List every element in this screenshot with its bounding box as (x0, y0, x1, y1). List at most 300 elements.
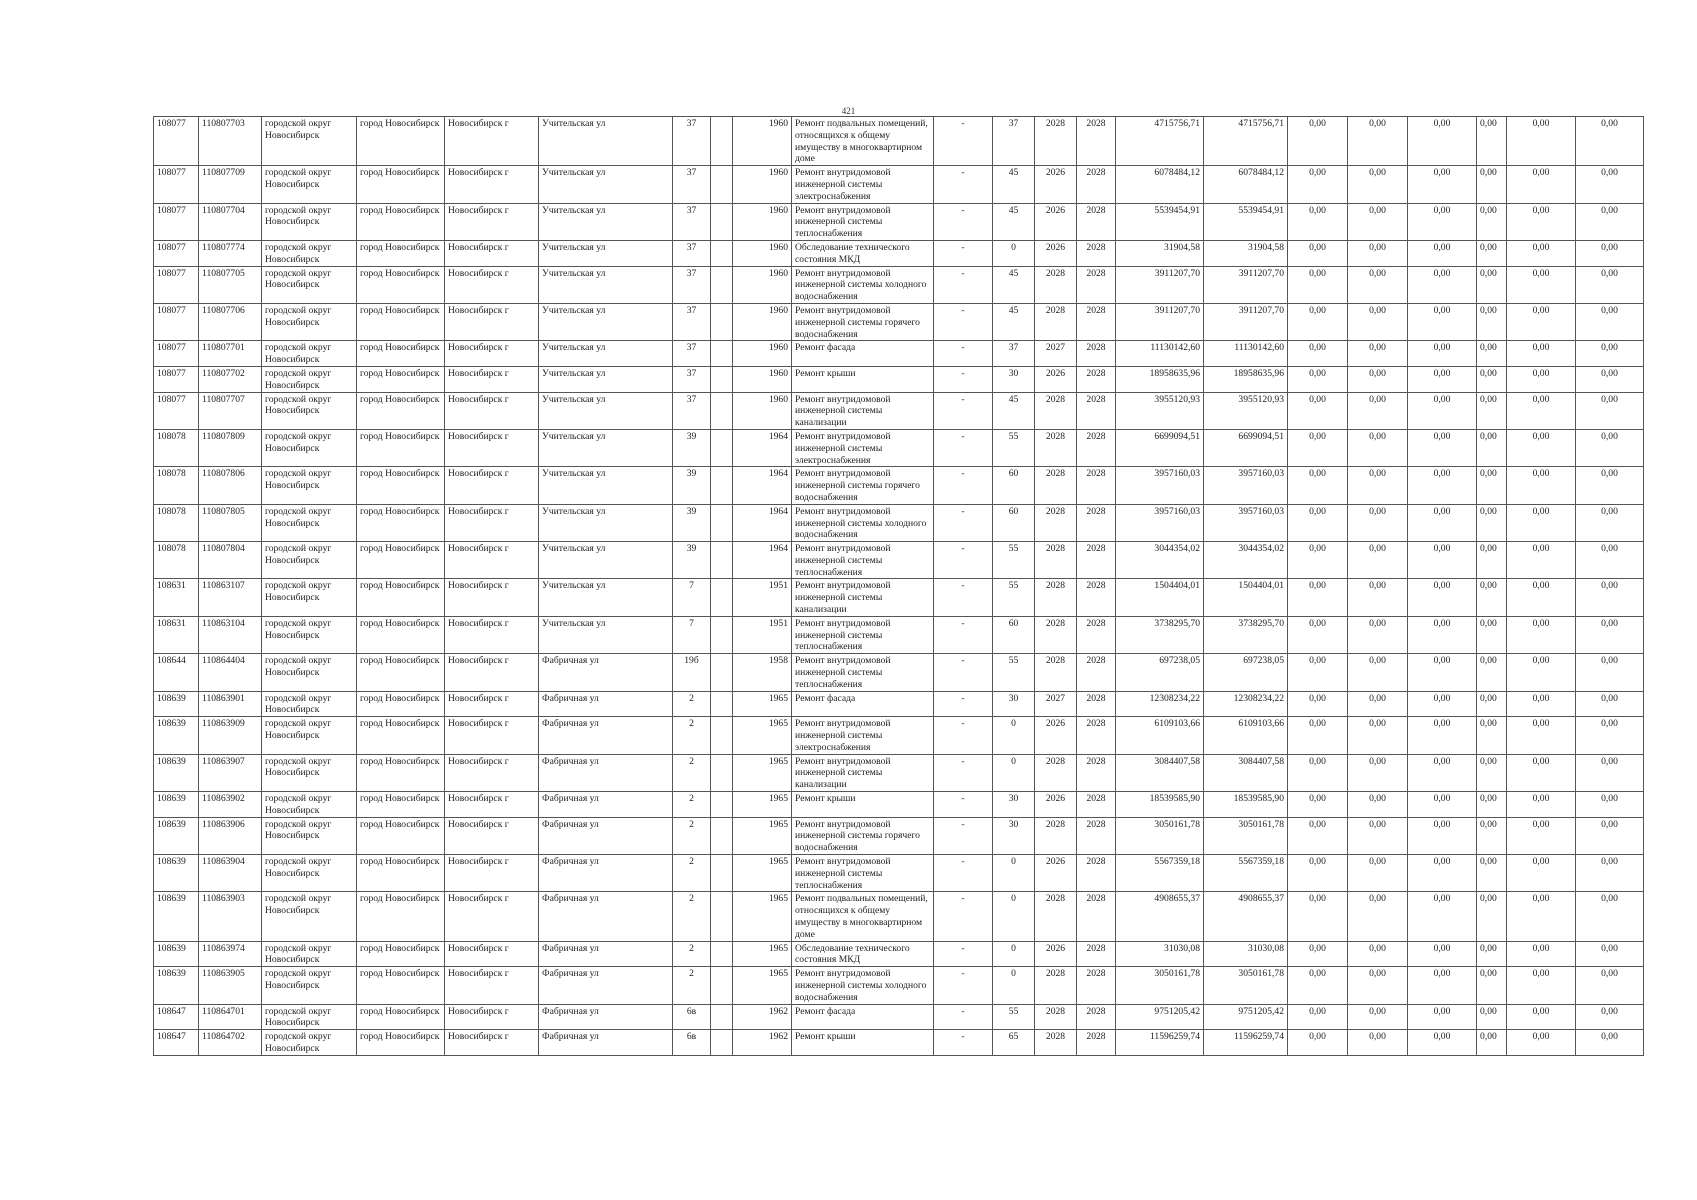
cell-other-share: 0,00 (1477, 392, 1507, 429)
cell-regional-budget-cost: 0,00 (1348, 429, 1408, 466)
cell-other-share: 0,00 (1477, 429, 1507, 466)
cell-locality: Новосибирск г (445, 579, 539, 616)
cell-regional-budget-cost: 0,00 (1348, 754, 1408, 791)
cell-locality: Новосибирск г (445, 691, 539, 717)
cell-regional-fund-cost: 6109103,66 (1204, 717, 1288, 754)
cell-year-built: 1965 (733, 967, 792, 1004)
cell-wear-percent: 0 (993, 855, 1035, 892)
cell-unit: - (934, 654, 993, 691)
cell-house-id: 108639 (154, 792, 199, 818)
cell-house-id: 108631 (154, 579, 199, 616)
cell-building (711, 542, 733, 579)
table-row (154, 941, 1644, 967)
cell-street: Учительская ул (539, 366, 673, 392)
cell-house-id: 108077 (154, 266, 199, 303)
cell-regional-fund-cost: 3084407,58 (1204, 754, 1288, 791)
cell-unit: - (934, 117, 993, 166)
cell-end-year: 2028 (1077, 967, 1116, 1004)
cell-municipal-cost: 0,00 (1408, 392, 1477, 429)
cell-wear-percent: 37 (993, 117, 1035, 166)
cell-regional-budget-cost: 0,00 (1348, 117, 1408, 166)
cell-start-year: 2026 (1035, 240, 1077, 266)
table-row (154, 203, 1644, 240)
cell-street: Учительская ул (539, 579, 673, 616)
cell-street: Учительская ул (539, 616, 673, 653)
cell-unit: - (934, 892, 993, 941)
cell-start-year: 2028 (1035, 303, 1077, 340)
cell-house-id: 108077 (154, 303, 199, 340)
repair-schedule-table (153, 116, 1644, 1056)
table-row (154, 467, 1644, 504)
cell-regional-fund-cost: 5539454,91 (1204, 203, 1288, 240)
cell-other-cost: 0,00 (1576, 967, 1644, 1004)
cell-unit: - (934, 166, 993, 203)
cell-municipal-cost: 0,00 (1408, 341, 1477, 367)
cell-owners-cost: 0,00 (1507, 817, 1576, 854)
cell-other-cost: 0,00 (1576, 717, 1644, 754)
cell-other-cost: 0,00 (1576, 616, 1644, 653)
cell-unit: - (934, 754, 993, 791)
table-row (154, 691, 1644, 717)
cell-street: Учительская ул (539, 117, 673, 166)
cell-wear-percent: 37 (993, 341, 1035, 367)
cell-wear-percent: 30 (993, 792, 1035, 818)
cell-owners-cost: 0,00 (1507, 303, 1576, 340)
cell-other-cost: 0,00 (1576, 166, 1644, 203)
cell-house-number: 39 (673, 504, 711, 541)
cell-wear-percent: 45 (993, 303, 1035, 340)
cell-municipal-cost: 0,00 (1408, 717, 1477, 754)
cell-federal-cost: 0,00 (1288, 717, 1348, 754)
cell-year-built: 1965 (733, 817, 792, 854)
cell-year-built: 1960 (733, 240, 792, 266)
cell-end-year: 2028 (1077, 429, 1116, 466)
cell-owners-cost: 0,00 (1507, 266, 1576, 303)
cell-total-cost: 3050161,78 (1116, 817, 1204, 854)
cell-house-id: 108077 (154, 366, 199, 392)
cell-municipal-cost: 0,00 (1408, 303, 1477, 340)
cell-year-built: 1965 (733, 754, 792, 791)
cell-house-number: 37 (673, 117, 711, 166)
cell-building (711, 266, 733, 303)
cell-work-id: 110863902 (199, 792, 262, 818)
cell-year-built: 1958 (733, 654, 792, 691)
cell-locality: Новосибирск г (445, 392, 539, 429)
cell-unit: - (934, 504, 993, 541)
cell-total-cost: 18539585,90 (1116, 792, 1204, 818)
cell-work-type: Ремонт подвальных помещений, относящихся к общему имуществу в многоквартирном доме (792, 892, 934, 941)
cell-street: Фабричная ул (539, 817, 673, 854)
cell-house-number: 37 (673, 392, 711, 429)
cell-work-type: Ремонт крыши (792, 792, 934, 818)
cell-municipality: город Новосибирск (357, 240, 445, 266)
cell-building (711, 892, 733, 941)
cell-wear-percent: 0 (993, 941, 1035, 967)
cell-locality: Новосибирск г (445, 542, 539, 579)
cell-work-type: Ремонт подвальных помещений, относящихся к общему имуществу в многоквартирном доме (792, 117, 934, 166)
cell-house-id: 108077 (154, 240, 199, 266)
cell-wear-percent: 0 (993, 892, 1035, 941)
cell-street: Фабричная ул (539, 792, 673, 818)
cell-unit: - (934, 941, 993, 967)
cell-total-cost: 1504404,01 (1116, 579, 1204, 616)
cell-unit: - (934, 392, 993, 429)
cell-work-type: Ремонт внутридомовой инженерной системы горячего водоснабжения (792, 303, 934, 340)
cell-regional-fund-cost: 6078484,12 (1204, 166, 1288, 203)
cell-regional-budget-cost: 0,00 (1348, 855, 1408, 892)
cell-wear-percent: 0 (993, 240, 1035, 266)
cell-other-share: 0,00 (1477, 166, 1507, 203)
cell-work-type: Ремонт внутридомовой инженерной системы канализации (792, 754, 934, 791)
cell-federal-cost: 0,00 (1288, 654, 1348, 691)
cell-street: Учительская ул (539, 542, 673, 579)
cell-start-year: 2028 (1035, 616, 1077, 653)
cell-unit: - (934, 579, 993, 616)
cell-municipal-cost: 0,00 (1408, 654, 1477, 691)
cell-other-share: 0,00 (1477, 941, 1507, 967)
cell-other-share: 0,00 (1477, 366, 1507, 392)
cell-wear-percent: 65 (993, 1030, 1035, 1056)
cell-year-built: 1960 (733, 341, 792, 367)
cell-start-year: 2028 (1035, 817, 1077, 854)
cell-total-cost: 11596259,74 (1116, 1030, 1204, 1056)
cell-municipal-cost: 0,00 (1408, 203, 1477, 240)
cell-house-id: 108639 (154, 691, 199, 717)
cell-municipality: город Новосибирск (357, 266, 445, 303)
cell-work-id: 110863903 (199, 892, 262, 941)
cell-federal-cost: 0,00 (1288, 266, 1348, 303)
cell-district: городской округ Новосибирск (262, 117, 357, 166)
cell-work-type: Ремонт внутридомовой инженерной системы теплоснабжения (792, 203, 934, 240)
cell-start-year: 2028 (1035, 1004, 1077, 1030)
cell-end-year: 2028 (1077, 892, 1116, 941)
cell-municipality: город Новосибирск (357, 792, 445, 818)
cell-municipality: город Новосибирск (357, 892, 445, 941)
cell-end-year: 2028 (1077, 504, 1116, 541)
cell-owners-cost: 0,00 (1507, 1004, 1576, 1030)
cell-municipality: город Новосибирск (357, 1030, 445, 1056)
cell-regional-fund-cost: 3957160,03 (1204, 467, 1288, 504)
cell-other-cost: 0,00 (1576, 117, 1644, 166)
cell-regional-fund-cost: 3957160,03 (1204, 504, 1288, 541)
cell-regional-fund-cost: 11596259,74 (1204, 1030, 1288, 1056)
cell-end-year: 2028 (1077, 467, 1116, 504)
cell-unit: - (934, 792, 993, 818)
cell-work-type: Ремонт крыши (792, 1030, 934, 1056)
cell-start-year: 2026 (1035, 366, 1077, 392)
cell-other-share: 0,00 (1477, 203, 1507, 240)
cell-street: Фабричная ул (539, 941, 673, 967)
cell-wear-percent: 30 (993, 366, 1035, 392)
table-row (154, 892, 1644, 941)
cell-owners-cost: 0,00 (1507, 967, 1576, 1004)
cell-other-cost: 0,00 (1576, 504, 1644, 541)
cell-year-built: 1960 (733, 392, 792, 429)
cell-federal-cost: 0,00 (1288, 967, 1348, 1004)
cell-end-year: 2028 (1077, 1004, 1116, 1030)
cell-federal-cost: 0,00 (1288, 892, 1348, 941)
cell-other-cost: 0,00 (1576, 817, 1644, 854)
cell-building (711, 392, 733, 429)
cell-start-year: 2026 (1035, 166, 1077, 203)
cell-end-year: 2028 (1077, 240, 1116, 266)
cell-other-share: 0,00 (1477, 504, 1507, 541)
cell-work-type: Ремонт внутридомовой инженерной системы канализации (792, 392, 934, 429)
cell-total-cost: 3084407,58 (1116, 754, 1204, 791)
cell-locality: Новосибирск г (445, 366, 539, 392)
cell-locality: Новосибирск г (445, 792, 539, 818)
cell-locality: Новосибирск г (445, 616, 539, 653)
cell-regional-budget-cost: 0,00 (1348, 579, 1408, 616)
cell-other-cost: 0,00 (1576, 892, 1644, 941)
cell-other-cost: 0,00 (1576, 429, 1644, 466)
cell-work-type: Обследование технического состояния МКД (792, 941, 934, 967)
cell-total-cost: 6078484,12 (1116, 166, 1204, 203)
cell-end-year: 2028 (1077, 817, 1116, 854)
cell-municipality: город Новосибирск (357, 691, 445, 717)
cell-regional-budget-cost: 0,00 (1348, 967, 1408, 1004)
cell-locality: Новосибирск г (445, 504, 539, 541)
cell-owners-cost: 0,00 (1507, 691, 1576, 717)
cell-year-built: 1960 (733, 366, 792, 392)
cell-locality: Новосибирск г (445, 467, 539, 504)
cell-district: городской округ Новосибирск (262, 341, 357, 367)
cell-district: городской округ Новосибирск (262, 654, 357, 691)
cell-work-type: Ремонт фасада (792, 341, 934, 367)
cell-locality: Новосибирск г (445, 240, 539, 266)
cell-owners-cost: 0,00 (1507, 429, 1576, 466)
cell-regional-fund-cost: 3911207,70 (1204, 303, 1288, 340)
cell-locality: Новосибирск г (445, 654, 539, 691)
cell-municipal-cost: 0,00 (1408, 366, 1477, 392)
cell-regional-budget-cost: 0,00 (1348, 504, 1408, 541)
table-row (154, 817, 1644, 854)
cell-municipal-cost: 0,00 (1408, 240, 1477, 266)
cell-house-id: 108639 (154, 967, 199, 1004)
cell-municipal-cost: 0,00 (1408, 429, 1477, 466)
cell-municipality: город Новосибирск (357, 166, 445, 203)
page-number: 421 (841, 106, 856, 116)
cell-federal-cost: 0,00 (1288, 1030, 1348, 1056)
cell-house-id: 108078 (154, 467, 199, 504)
cell-wear-percent: 0 (993, 717, 1035, 754)
cell-house-number: 19б (673, 654, 711, 691)
cell-work-type: Ремонт внутридомовой инженерной системы холодного водоснабжения (792, 967, 934, 1004)
table-row (154, 1004, 1644, 1030)
cell-municipality: город Новосибирск (357, 654, 445, 691)
cell-owners-cost: 0,00 (1507, 792, 1576, 818)
cell-end-year: 2028 (1077, 117, 1116, 166)
cell-owners-cost: 0,00 (1507, 754, 1576, 791)
cell-start-year: 2028 (1035, 1030, 1077, 1056)
table-row (154, 392, 1644, 429)
cell-start-year: 2026 (1035, 855, 1077, 892)
cell-district: городской округ Новосибирск (262, 504, 357, 541)
cell-work-id: 110807705 (199, 266, 262, 303)
cell-house-number: 2 (673, 855, 711, 892)
cell-owners-cost: 0,00 (1507, 467, 1576, 504)
cell-district: городской округ Новосибирск (262, 792, 357, 818)
cell-other-share: 0,00 (1477, 117, 1507, 166)
cell-district: городской округ Новосибирск (262, 892, 357, 941)
cell-unit: - (934, 855, 993, 892)
cell-municipality: город Новосибирск (357, 1004, 445, 1030)
cell-unit: - (934, 817, 993, 854)
cell-other-share: 0,00 (1477, 542, 1507, 579)
cell-street: Учительская ул (539, 203, 673, 240)
cell-other-cost: 0,00 (1576, 754, 1644, 791)
cell-year-built: 1965 (733, 892, 792, 941)
cell-end-year: 2028 (1077, 341, 1116, 367)
cell-regional-fund-cost: 697238,05 (1204, 654, 1288, 691)
cell-work-type: Ремонт внутридомовой инженерной системы холодного водоснабжения (792, 266, 934, 303)
cell-work-type: Ремонт фасада (792, 1004, 934, 1030)
cell-street: Учительская ул (539, 392, 673, 429)
cell-other-cost: 0,00 (1576, 266, 1644, 303)
cell-locality: Новосибирск г (445, 429, 539, 466)
cell-total-cost: 31904,58 (1116, 240, 1204, 266)
cell-regional-fund-cost: 6699094,51 (1204, 429, 1288, 466)
table-row (154, 654, 1644, 691)
cell-other-share: 0,00 (1477, 967, 1507, 1004)
cell-building (711, 792, 733, 818)
cell-house-id: 108647 (154, 1004, 199, 1030)
table-row (154, 792, 1644, 818)
cell-unit: - (934, 203, 993, 240)
cell-end-year: 2028 (1077, 654, 1116, 691)
cell-total-cost: 3957160,03 (1116, 467, 1204, 504)
cell-house-number: 37 (673, 203, 711, 240)
cell-unit: - (934, 616, 993, 653)
table-row (154, 542, 1644, 579)
cell-year-built: 1951 (733, 616, 792, 653)
cell-house-number: 2 (673, 817, 711, 854)
cell-district: городской округ Новосибирск (262, 429, 357, 466)
cell-unit: - (934, 366, 993, 392)
cell-regional-budget-cost: 0,00 (1348, 817, 1408, 854)
cell-street: Учительская ул (539, 240, 673, 266)
cell-building (711, 303, 733, 340)
cell-other-share: 0,00 (1477, 1004, 1507, 1030)
cell-regional-fund-cost: 3738295,70 (1204, 616, 1288, 653)
cell-other-cost: 0,00 (1576, 1004, 1644, 1030)
cell-start-year: 2027 (1035, 691, 1077, 717)
cell-work-id: 110863107 (199, 579, 262, 616)
cell-regional-budget-cost: 0,00 (1348, 240, 1408, 266)
cell-street: Фабричная ул (539, 855, 673, 892)
cell-wear-percent: 55 (993, 1004, 1035, 1030)
cell-owners-cost: 0,00 (1507, 392, 1576, 429)
table-row (154, 967, 1644, 1004)
cell-municipality: город Новосибирск (357, 504, 445, 541)
cell-federal-cost: 0,00 (1288, 203, 1348, 240)
cell-work-id: 110864702 (199, 1030, 262, 1056)
cell-street: Учительская ул (539, 504, 673, 541)
cell-municipality: город Новосибирск (357, 967, 445, 1004)
cell-locality: Новосибирск г (445, 341, 539, 367)
cell-total-cost: 3044354,02 (1116, 542, 1204, 579)
cell-work-type: Ремонт крыши (792, 366, 934, 392)
cell-unit: - (934, 1004, 993, 1030)
cell-start-year: 2026 (1035, 203, 1077, 240)
table-row (154, 855, 1644, 892)
cell-federal-cost: 0,00 (1288, 303, 1348, 340)
cell-municipality: город Новосибирск (357, 717, 445, 754)
cell-total-cost: 5567359,18 (1116, 855, 1204, 892)
cell-start-year: 2028 (1035, 967, 1077, 1004)
cell-building (711, 855, 733, 892)
cell-wear-percent: 55 (993, 429, 1035, 466)
table-row (154, 366, 1644, 392)
cell-wear-percent: 45 (993, 166, 1035, 203)
cell-unit: - (934, 266, 993, 303)
cell-other-cost: 0,00 (1576, 392, 1644, 429)
cell-municipal-cost: 0,00 (1408, 941, 1477, 967)
cell-end-year: 2028 (1077, 392, 1116, 429)
cell-house-id: 108077 (154, 341, 199, 367)
cell-municipal-cost: 0,00 (1408, 579, 1477, 616)
cell-start-year: 2028 (1035, 266, 1077, 303)
cell-building (711, 166, 733, 203)
cell-federal-cost: 0,00 (1288, 792, 1348, 818)
cell-building (711, 817, 733, 854)
cell-federal-cost: 0,00 (1288, 616, 1348, 653)
cell-municipality: город Новосибирск (357, 579, 445, 616)
cell-building (711, 117, 733, 166)
cell-municipality: город Новосибирск (357, 392, 445, 429)
cell-wear-percent: 55 (993, 654, 1035, 691)
table-row (154, 166, 1644, 203)
cell-municipal-cost: 0,00 (1408, 855, 1477, 892)
cell-district: городской округ Новосибирск (262, 616, 357, 653)
cell-house-id: 108631 (154, 616, 199, 653)
cell-year-built: 1960 (733, 166, 792, 203)
cell-start-year: 2028 (1035, 754, 1077, 791)
cell-unit: - (934, 1030, 993, 1056)
cell-unit: - (934, 967, 993, 1004)
cell-regional-budget-cost: 0,00 (1348, 1004, 1408, 1030)
cell-work-type: Ремонт внутридомовой инженерной системы канализации (792, 579, 934, 616)
table-row (154, 717, 1644, 754)
cell-other-cost: 0,00 (1576, 240, 1644, 266)
cell-total-cost: 3911207,70 (1116, 303, 1204, 340)
cell-other-share: 0,00 (1477, 303, 1507, 340)
cell-regional-budget-cost: 0,00 (1348, 266, 1408, 303)
cell-building (711, 754, 733, 791)
cell-municipality: город Новосибирск (357, 616, 445, 653)
cell-street: Учительская ул (539, 266, 673, 303)
table-row (154, 303, 1644, 340)
cell-district: городской округ Новосибирск (262, 817, 357, 854)
cell-house-number: 37 (673, 266, 711, 303)
cell-house-id: 108078 (154, 429, 199, 466)
cell-federal-cost: 0,00 (1288, 392, 1348, 429)
cell-district: городской округ Новосибирск (262, 467, 357, 504)
table-row (154, 266, 1644, 303)
cell-house-number: 2 (673, 717, 711, 754)
cell-municipality: город Новосибирск (357, 855, 445, 892)
cell-total-cost: 6699094,51 (1116, 429, 1204, 466)
cell-unit: - (934, 341, 993, 367)
cell-house-id: 108078 (154, 504, 199, 541)
cell-total-cost: 3911207,70 (1116, 266, 1204, 303)
cell-year-built: 1951 (733, 579, 792, 616)
cell-other-cost: 0,00 (1576, 542, 1644, 579)
cell-other-share: 0,00 (1477, 792, 1507, 818)
cell-work-type: Ремонт внутридомовой инженерной системы электроснабжения (792, 429, 934, 466)
cell-regional-fund-cost: 4908655,37 (1204, 892, 1288, 941)
cell-building (711, 691, 733, 717)
